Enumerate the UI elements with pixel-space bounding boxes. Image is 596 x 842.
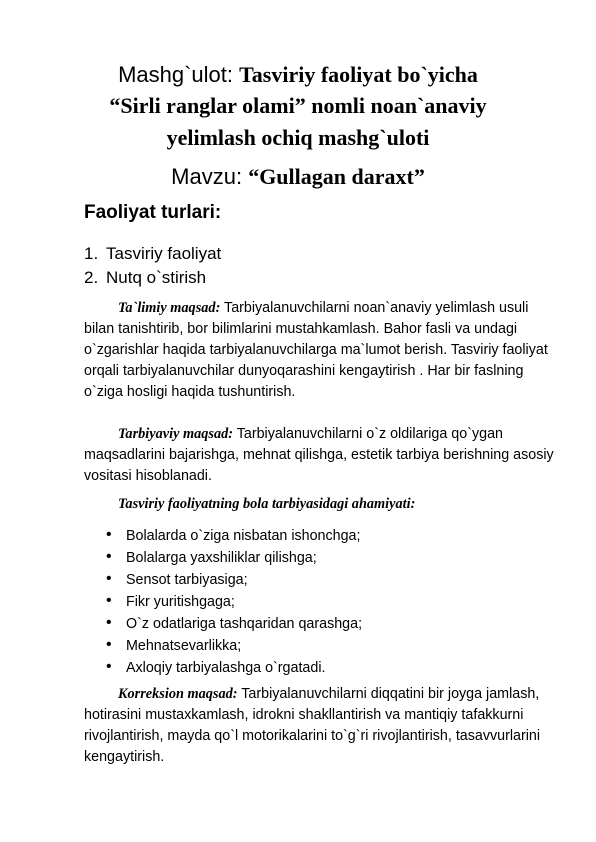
importance-list [106, 525, 362, 679]
activities-heading: Faoliyat turlari: [84, 202, 222, 223]
importance-item: • Axloqiy tarbiyalashga o`rgatadi. [106, 657, 362, 679]
lesson-title [60, 60, 536, 154]
title-subject: Tasviriy faoliyat bo`yicha [239, 62, 478, 87]
activity-item: 1. Tasviriy faoliyat [84, 244, 222, 263]
correction-goal-text: Tarbiyalanuvchilarni diqqatini bir joyga jamlash, hotirasini mustaxkamlash, idrokni shakllantirish va mantiqiy tafakkurni rivojlantirish, mayda qo`l motorikalarini to`g`ri rivojlantirish, tasavvurlarini kengaytirish. [84, 686, 541, 765]
correction-goal-label: Korreksion maqsad: [118, 686, 238, 702]
title-line-3: yelimlash ochiq mashg`uloti [166, 125, 430, 150]
importance-item: • Bolalarda o`ziga nisbatan ishonchga; [106, 525, 362, 547]
upbringing-goal-text: Tarbiyalanuvchilarni o`z oldilariga qo`ygan maqsadlarini bajarishga, mehnat qilishga, estetik tarbiya berishning asosiy vositasi hisoblanadi. [84, 426, 554, 484]
educational-goal-text: Tarbiyalanuvchilarni noan`anaviy yelimlash usuli bilan tanishtirib, bor bilimlarini mustahkamlash. Bahor fasli va undagi o`zgarishlar haqida tarbiyalanuvchilarga ma`lumot berish. Tasviriy faoliyat orqali tarbiyalanuvchilar dunyoqarashini kengaytirish . Har bir faslning o`ziga hosligi haqida tushuntirish. [84, 300, 548, 400]
title-line-1 [60, 60, 536, 90]
activities-list [84, 242, 221, 290]
topic-prefix: Mavzu: [171, 164, 249, 189]
activity-item: 2. Nutq o`stirish [84, 268, 207, 287]
topic-value: “Gullagan daraxt” [248, 164, 425, 189]
importance-item: • Mehnatsevarlikka; [106, 635, 362, 657]
upbringing-goal-label: Tarbiyaviy maqsad: [118, 426, 234, 442]
educational-goal-label: Ta`limiy maqsad: [118, 300, 221, 316]
educational-goal-paragraph [84, 298, 554, 403]
upbringing-goal-paragraph [84, 424, 554, 487]
title-prefix: Mashg`ulot: [118, 62, 240, 87]
topic-line [60, 162, 536, 192]
importance-item: • Bolalarga yaxshiliklar qilishga; [106, 547, 362, 569]
correction-goal-paragraph [84, 684, 554, 768]
title-line-2: “Sirli ranglar olami” nomli noan`anaviy [109, 93, 487, 118]
importance-item: • Fikr yuritishgaga; [106, 591, 362, 613]
importance-item: • O`z odatlariga tashqaridan qarashga; [106, 613, 362, 635]
importance-item: • Sensot tarbiyasiga; [106, 569, 362, 591]
importance-heading: Tasviriy faoliyatning bola tarbiyasidagi ahamiyati: [118, 496, 416, 512]
